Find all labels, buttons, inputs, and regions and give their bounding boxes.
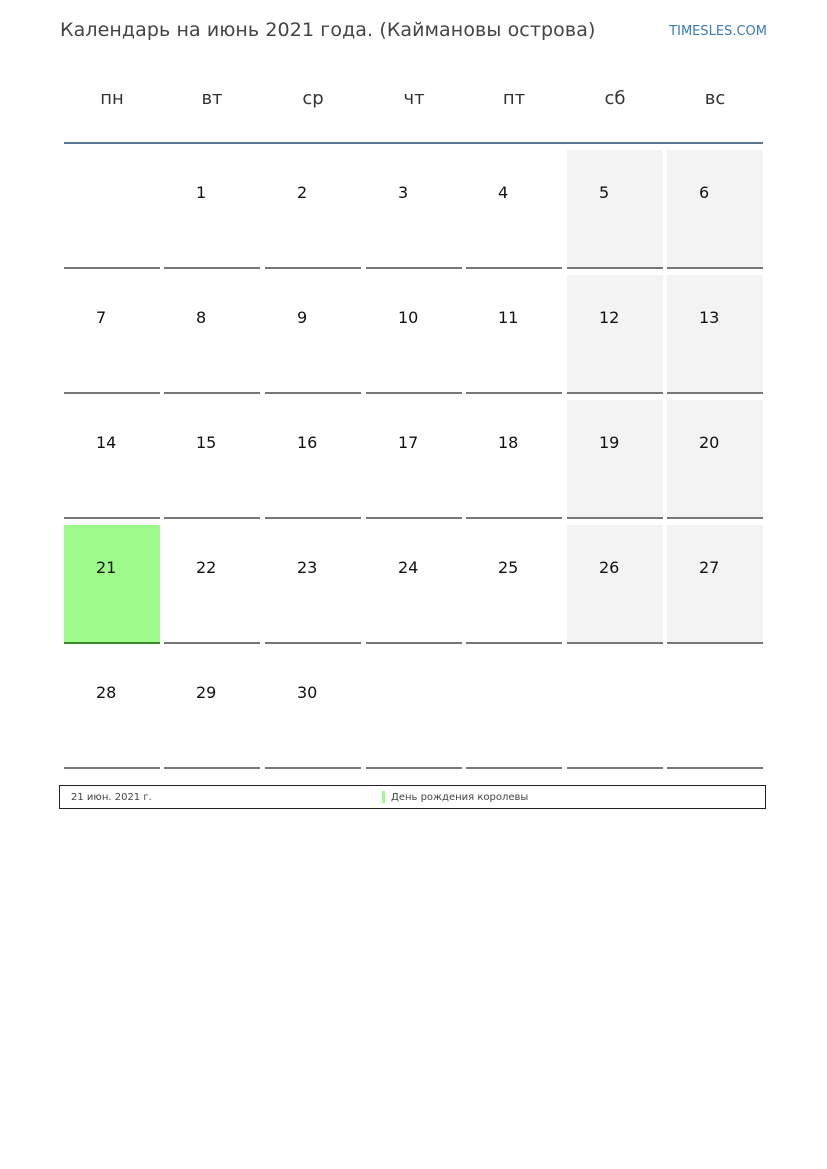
day-cell[interactable] [164,275,260,394]
day-cell[interactable] [265,275,361,394]
day-cell-weekend[interactable] [567,275,663,394]
day-cell[interactable] [64,650,160,769]
day-cell[interactable] [366,400,462,519]
day-cell[interactable] [466,150,562,269]
day-number: 7 [96,308,107,327]
day-number: 3 [398,183,409,202]
weekday-sat: сб [604,88,626,109]
day-cell[interactable] [164,400,260,519]
day-cell-empty [366,650,462,769]
day-cell[interactable] [265,650,361,769]
day-number: 19 [599,433,620,452]
day-number: 17 [398,433,419,452]
weekday-tue: вт [201,88,223,109]
day-cell-weekend[interactable] [667,400,763,519]
day-cell[interactable] [466,275,562,394]
day-number: 20 [699,433,720,452]
day-number: 2 [297,183,308,202]
day-cell[interactable] [265,525,361,644]
day-cell[interactable] [366,525,462,644]
day-number: 27 [699,558,720,577]
day-number: 22 [196,558,217,577]
holiday-name: День рождения королевы [391,792,529,803]
day-cell[interactable] [164,150,260,269]
day-number: 12 [599,308,620,327]
day-cell[interactable] [466,400,562,519]
day-cell-holiday[interactable] [64,525,160,644]
day-number: 13 [699,308,720,327]
day-cell[interactable] [64,400,160,519]
day-number: 8 [196,308,207,327]
weekday-wed: ср [302,88,324,109]
day-cell[interactable] [265,400,361,519]
header-divider [64,142,763,144]
day-cell[interactable] [366,275,462,394]
day-cell-weekend[interactable] [567,525,663,644]
day-number: 9 [297,308,308,327]
day-cell-weekend[interactable] [567,400,663,519]
weekday-header-row [64,88,763,120]
day-cell[interactable] [164,525,260,644]
day-number: 14 [96,433,117,452]
holiday-color-marker [382,791,385,803]
weekday-thu: чт [403,88,425,109]
day-number: 26 [599,558,620,577]
day-number: 16 [297,433,318,452]
day-number: 18 [498,433,519,452]
day-number: 1 [196,183,207,202]
day-number: 29 [196,683,217,702]
page-title: Календарь на июнь 2021 года. (Каймановы острова) [60,19,596,41]
weekday-mon: пн [100,88,124,109]
day-cell-weekend[interactable] [667,275,763,394]
day-cell[interactable] [64,275,160,394]
day-cell[interactable] [265,150,361,269]
day-cell[interactable] [64,150,160,269]
day-number: 15 [196,433,217,452]
weekday-sun: вс [704,88,726,109]
day-number: 4 [498,183,509,202]
day-number: 11 [498,308,519,327]
holiday-date: 21 июн. 2021 г. [71,792,152,803]
day-number: 28 [96,683,117,702]
day-cell-empty [466,650,562,769]
day-number: 25 [498,558,519,577]
day-cell[interactable] [164,650,260,769]
holiday-legend [59,785,766,809]
day-number: 21 [96,558,117,577]
day-cell[interactable] [366,150,462,269]
day-number: 30 [297,683,318,702]
day-cell-empty [667,650,763,769]
day-number: 6 [699,183,710,202]
weekday-fri: пт [502,88,526,109]
day-cell-weekend[interactable] [667,150,763,269]
brand-link[interactable]: TIMESLES.COM [669,24,767,39]
day-cell-weekend[interactable] [567,150,663,269]
day-number: 24 [398,558,419,577]
day-cell-empty [567,650,663,769]
day-cell[interactable] [466,525,562,644]
day-number: 10 [398,308,419,327]
day-number: 23 [297,558,318,577]
day-number: 5 [599,183,610,202]
day-cell-weekend[interactable] [667,525,763,644]
